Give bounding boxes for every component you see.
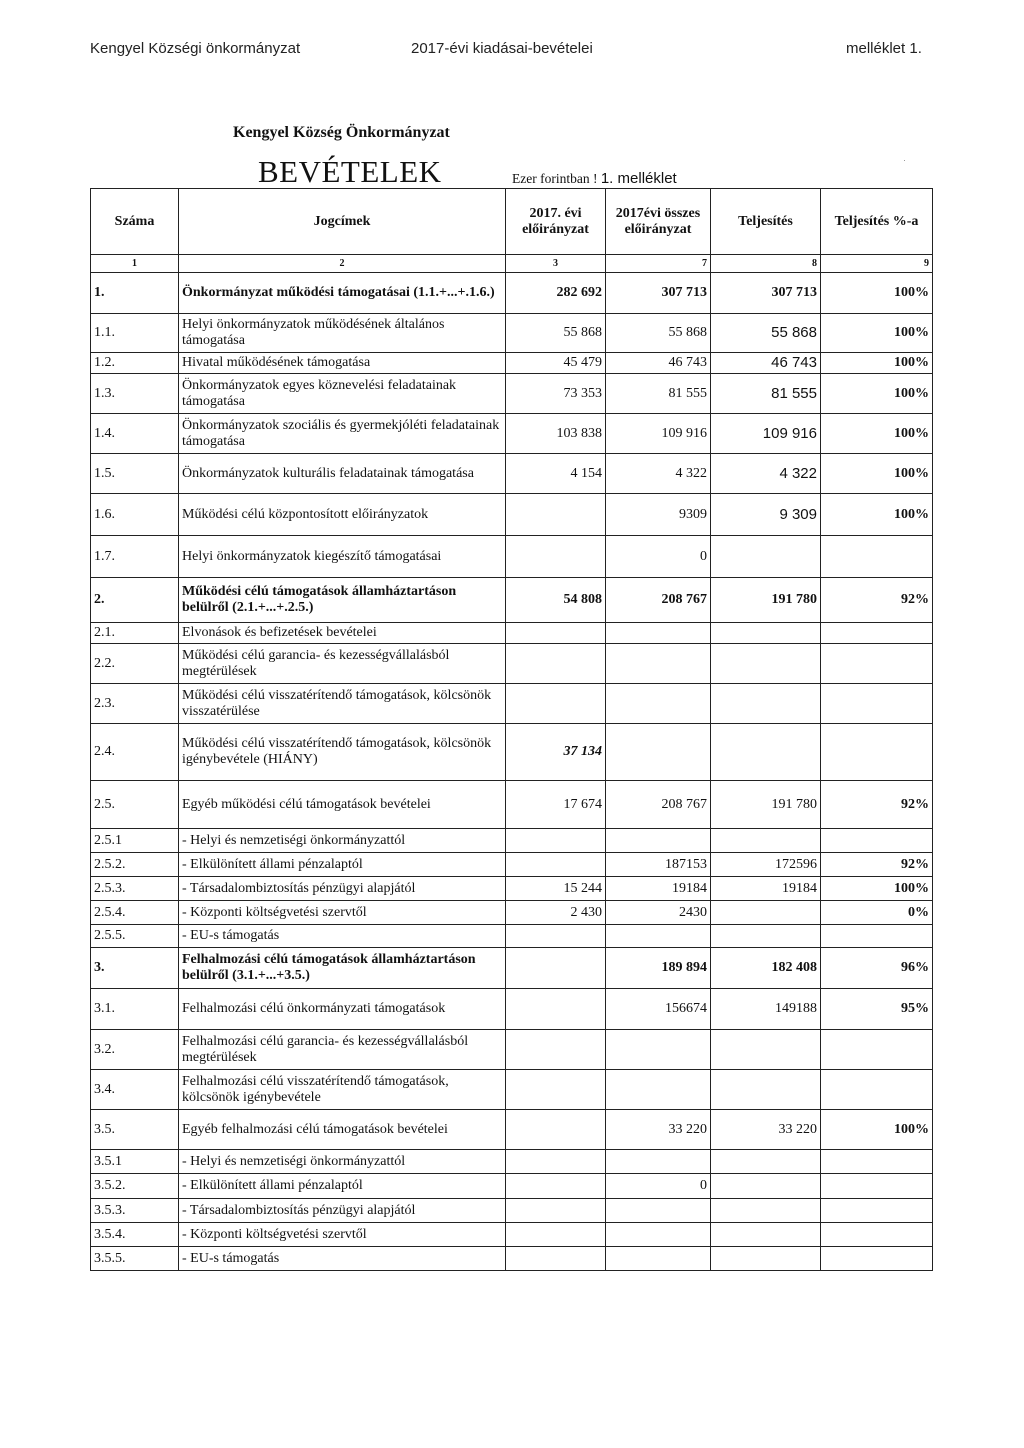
- row-actual: 81 555: [711, 374, 821, 414]
- row-actual-pct: [821, 1199, 933, 1223]
- row-number: 1.1.: [91, 314, 179, 353]
- row-plan: 4 154: [506, 454, 606, 494]
- row-actual: 149188: [711, 989, 821, 1030]
- row-title: Egyéb működési célú támogatások bevételei: [179, 781, 506, 829]
- row-title: - Elkülönített állami pénzalaptól: [179, 1174, 506, 1199]
- row-total-plan: [606, 724, 711, 781]
- row-plan: [506, 644, 606, 684]
- table-row: [91, 1110, 933, 1150]
- row-title: Önkormányzatok egyes köznevelési feladatainak támogatása: [179, 374, 506, 414]
- row-number: 3.: [91, 948, 179, 989]
- row-total-plan: [606, 684, 711, 724]
- table-row: [91, 314, 933, 353]
- header-row: [91, 189, 933, 255]
- row-plan: [506, 948, 606, 989]
- table-row: [91, 925, 933, 948]
- row-title: Helyi önkormányzatok működésének általános támogatása: [179, 314, 506, 353]
- table-row: [91, 901, 933, 925]
- row-plan: 45 479: [506, 353, 606, 374]
- row-total-plan: [606, 1247, 711, 1271]
- row-total-plan: 81 555: [606, 374, 711, 414]
- row-plan: [506, 623, 606, 644]
- row-actual: [711, 1030, 821, 1070]
- table-row: [91, 781, 933, 829]
- row-title: Hivatal működésének támogatása: [179, 353, 506, 374]
- row-number: 1.7.: [91, 536, 179, 578]
- col-header-title: Jogcímek: [179, 189, 506, 255]
- table-row: [91, 948, 933, 989]
- row-plan: [506, 1174, 606, 1199]
- row-number: 3.1.: [91, 989, 179, 1030]
- row-actual-pct: 92%: [821, 578, 933, 623]
- row-plan: [506, 853, 606, 877]
- row-plan: 282 692: [506, 273, 606, 314]
- row-title: - Helyi és nemzetiségi önkormányzattól: [179, 829, 506, 853]
- row-actual-pct: [821, 1030, 933, 1070]
- row-actual-pct: [821, 829, 933, 853]
- row-actual-pct: 100%: [821, 314, 933, 353]
- table-row: [91, 273, 933, 314]
- table-row: [91, 1174, 933, 1199]
- row-title: - Központi költségvetési szervtől: [179, 1223, 506, 1247]
- row-title: - Elkülönített állami pénzalaptól: [179, 853, 506, 877]
- column-number-row: [91, 255, 933, 273]
- row-total-plan: 19184: [606, 877, 711, 901]
- row-actual: [711, 644, 821, 684]
- table-row: [91, 1223, 933, 1247]
- row-number: 1.2.: [91, 353, 179, 374]
- table-row: [91, 374, 933, 414]
- row-total-plan: 208 767: [606, 578, 711, 623]
- row-number: 1.5.: [91, 454, 179, 494]
- table-row: [91, 1150, 933, 1174]
- row-plan: [506, 1070, 606, 1110]
- row-actual: [711, 1174, 821, 1199]
- col-number: 3: [506, 255, 606, 273]
- row-title: - Központi költségvetési szervtől: [179, 901, 506, 925]
- scan-speck: [904, 160, 905, 161]
- row-actual-pct: [821, 623, 933, 644]
- unit-label: Ezer forintban !: [512, 171, 598, 186]
- row-number: 2.5.2.: [91, 853, 179, 877]
- row-actual: [711, 536, 821, 578]
- row-number: 2.5.1: [91, 829, 179, 853]
- row-actual: 46 743: [711, 353, 821, 374]
- col-header-total-plan: 2017évi összes előirányzat: [606, 189, 711, 255]
- row-total-plan: 55 868: [606, 314, 711, 353]
- row-number: 3.5.1: [91, 1150, 179, 1174]
- row-plan: [506, 1223, 606, 1247]
- table-row: [91, 989, 933, 1030]
- row-actual-pct: 96%: [821, 948, 933, 989]
- row-actual-pct: 100%: [821, 273, 933, 314]
- row-actual-pct: 100%: [821, 454, 933, 494]
- row-number: 2.2.: [91, 644, 179, 684]
- row-actual-pct: [821, 1223, 933, 1247]
- row-total-plan: [606, 623, 711, 644]
- row-actual-pct: 92%: [821, 853, 933, 877]
- row-title: Önkormányzat működési támogatásai (1.1.+...+.1.6.): [179, 273, 506, 314]
- row-actual: [711, 724, 821, 781]
- row-total-plan: 187153: [606, 853, 711, 877]
- row-actual: [711, 1199, 821, 1223]
- table-row: [91, 644, 933, 684]
- row-title: Működési célú garancia- és kezességvállalásból megtérülések: [179, 644, 506, 684]
- row-actual: [711, 1247, 821, 1271]
- row-actual-pct: 100%: [821, 1110, 933, 1150]
- col-number: 9: [821, 255, 933, 273]
- row-number: 3.5.: [91, 1110, 179, 1150]
- row-total-plan: [606, 1223, 711, 1247]
- table-row: [91, 1199, 933, 1223]
- table-row: [91, 494, 933, 536]
- col-number: 2: [179, 255, 506, 273]
- table-row: [91, 1030, 933, 1070]
- row-actual-pct: 100%: [821, 494, 933, 536]
- row-total-plan: 4 322: [606, 454, 711, 494]
- row-plan: [506, 494, 606, 536]
- table-row: [91, 536, 933, 578]
- table-row: [91, 684, 933, 724]
- table-row: [91, 353, 933, 374]
- col-number: 1: [91, 255, 179, 273]
- row-total-plan: 0: [606, 1174, 711, 1199]
- row-total-plan: [606, 1030, 711, 1070]
- row-number: 3.2.: [91, 1030, 179, 1070]
- table-row: [91, 623, 933, 644]
- page-title: BEVÉTELEK: [258, 154, 442, 189]
- row-plan: [506, 1199, 606, 1223]
- row-actual-pct: 100%: [821, 877, 933, 901]
- row-actual-pct: [821, 925, 933, 948]
- row-title: Működési célú visszatérítendő támogatások, kölcsönök igénybevétele (HIÁNY): [179, 724, 506, 781]
- table-row: [91, 414, 933, 454]
- row-actual: 182 408: [711, 948, 821, 989]
- row-actual: [711, 925, 821, 948]
- row-plan: [506, 829, 606, 853]
- row-actual-pct: 95%: [821, 989, 933, 1030]
- row-actual: 9 309: [711, 494, 821, 536]
- row-title: - Helyi és nemzetiségi önkormányzattól: [179, 1150, 506, 1174]
- row-total-plan: 0: [606, 536, 711, 578]
- table-row: [91, 1070, 933, 1110]
- col-header-number: Száma: [91, 189, 179, 255]
- row-number: 2.5.4.: [91, 901, 179, 925]
- row-actual: [711, 829, 821, 853]
- table-row: [91, 1247, 933, 1271]
- row-actual: 4 322: [711, 454, 821, 494]
- row-number: 1.6.: [91, 494, 179, 536]
- row-title: Felhalmozási célú garancia- és kezességvállalásból megtérülések: [179, 1030, 506, 1070]
- table-row: [91, 454, 933, 494]
- row-total-plan: [606, 925, 711, 948]
- row-actual: [711, 1070, 821, 1110]
- row-number: 2.5.3.: [91, 877, 179, 901]
- row-plan: 103 838: [506, 414, 606, 454]
- row-total-plan: [606, 1070, 711, 1110]
- row-actual-pct: 100%: [821, 374, 933, 414]
- row-title: Működési célú visszatérítendő támogatások, kölcsönök visszatérülése: [179, 684, 506, 724]
- table-row: [91, 877, 933, 901]
- row-title: Működési célú központosított előirányzatok: [179, 494, 506, 536]
- row-title: Önkormányzatok kulturális feladatainak támogatása: [179, 454, 506, 494]
- row-number: 3.5.2.: [91, 1174, 179, 1199]
- row-actual: 55 868: [711, 314, 821, 353]
- row-actual: [711, 1150, 821, 1174]
- row-number: 3.5.4.: [91, 1223, 179, 1247]
- row-total-plan: 307 713: [606, 273, 711, 314]
- row-number: 2.5.: [91, 781, 179, 829]
- row-actual: 109 916: [711, 414, 821, 454]
- row-total-plan: 156674: [606, 989, 711, 1030]
- row-plan: 2 430: [506, 901, 606, 925]
- row-plan: 73 353: [506, 374, 606, 414]
- running-header-center: 2017-évi kiadásai-bevételei: [411, 40, 593, 57]
- revenue-table: [90, 188, 933, 1271]
- row-total-plan: 109 916: [606, 414, 711, 454]
- table-row: [91, 829, 933, 853]
- row-number: 1.3.: [91, 374, 179, 414]
- annex-label: 1. melléklet: [600, 170, 677, 187]
- row-actual-pct: 100%: [821, 353, 933, 374]
- row-actual: 191 780: [711, 781, 821, 829]
- row-number: 3.4.: [91, 1070, 179, 1110]
- row-plan: [506, 1110, 606, 1150]
- row-actual: [711, 901, 821, 925]
- row-title: Felhalmozási célú visszatérítendő támogatások, kölcsönök igénybevétele: [179, 1070, 506, 1110]
- row-number: 2.3.: [91, 684, 179, 724]
- row-number: 2.: [91, 578, 179, 623]
- row-plan: 55 868: [506, 314, 606, 353]
- row-title: Helyi önkormányzatok kiegészítő támogatásai: [179, 536, 506, 578]
- row-total-plan: 189 894: [606, 948, 711, 989]
- row-total-plan: 208 767: [606, 781, 711, 829]
- table-row: [91, 578, 933, 623]
- row-plan: 15 244: [506, 877, 606, 901]
- row-actual-pct: [821, 724, 933, 781]
- row-total-plan: 33 220: [606, 1110, 711, 1150]
- row-actual-pct: [821, 536, 933, 578]
- row-title: Felhalmozási célú önkormányzati támogatások: [179, 989, 506, 1030]
- row-title: - EU-s támogatás: [179, 925, 506, 948]
- unit-note: [512, 170, 677, 187]
- row-title: - EU-s támogatás: [179, 1247, 506, 1271]
- row-plan: [506, 989, 606, 1030]
- row-actual: 19184: [711, 877, 821, 901]
- row-actual: 33 220: [711, 1110, 821, 1150]
- row-actual: 307 713: [711, 273, 821, 314]
- row-actual-pct: 92%: [821, 781, 933, 829]
- row-actual-pct: [821, 1247, 933, 1271]
- row-actual-pct: [821, 1150, 933, 1174]
- running-header-left: Kengyel Községi önkormányzat: [90, 40, 301, 57]
- row-title: - Társadalombiztosítás pénzügyi alapjától: [179, 1199, 506, 1223]
- row-actual-pct: [821, 1174, 933, 1199]
- row-plan: [506, 1030, 606, 1070]
- row-title: - Társadalombiztosítás pénzügyi alapjától: [179, 877, 506, 901]
- col-header-actual-pct: Teljesítés %-a: [821, 189, 933, 255]
- row-plan: 37 134: [506, 724, 606, 781]
- row-total-plan: 9309: [606, 494, 711, 536]
- row-number: 1.4.: [91, 414, 179, 454]
- row-total-plan: [606, 644, 711, 684]
- row-actual-pct: [821, 644, 933, 684]
- row-actual-pct: 0%: [821, 901, 933, 925]
- row-actual: [711, 684, 821, 724]
- table-row: [91, 853, 933, 877]
- table-row: [91, 724, 933, 781]
- row-plan: [506, 1150, 606, 1174]
- col-header-actual: Teljesítés: [711, 189, 821, 255]
- col-number: 7: [606, 255, 711, 273]
- row-number: 2.1.: [91, 623, 179, 644]
- row-title: Felhalmozási célú támogatások államháztartáson belülről (3.1.+...+3.5.): [179, 948, 506, 989]
- row-actual-pct: [821, 1070, 933, 1110]
- col-number: 8: [711, 255, 821, 273]
- row-actual: 191 780: [711, 578, 821, 623]
- row-actual-pct: 100%: [821, 414, 933, 454]
- organization-name: Kengyel Község Önkormányzat: [233, 124, 450, 141]
- row-title: Működési célú támogatások államháztartáson belülről (2.1.+...+.2.5.): [179, 578, 506, 623]
- row-plan: [506, 1247, 606, 1271]
- row-total-plan: [606, 829, 711, 853]
- row-plan: 17 674: [506, 781, 606, 829]
- row-actual: [711, 1223, 821, 1247]
- row-title: Önkormányzatok szociális és gyermekjóléti feladatainak támogatása: [179, 414, 506, 454]
- row-number: 2.5.5.: [91, 925, 179, 948]
- row-plan: [506, 925, 606, 948]
- row-plan: 54 808: [506, 578, 606, 623]
- row-number: 3.5.3.: [91, 1199, 179, 1223]
- row-total-plan: 2430: [606, 901, 711, 925]
- row-plan: [506, 684, 606, 724]
- row-title: Elvonások és befizetések bevételei: [179, 623, 506, 644]
- col-header-plan: 2017. évi előirányzat: [506, 189, 606, 255]
- row-total-plan: [606, 1150, 711, 1174]
- row-number: 1.: [91, 273, 179, 314]
- row-title: Egyéb felhalmozási célú támogatások bevételei: [179, 1110, 506, 1150]
- row-number: 2.4.: [91, 724, 179, 781]
- row-plan: [506, 536, 606, 578]
- row-total-plan: 46 743: [606, 353, 711, 374]
- row-actual: [711, 623, 821, 644]
- row-total-plan: [606, 1199, 711, 1223]
- row-actual-pct: [821, 684, 933, 724]
- running-header-right: melléklet 1.: [846, 40, 922, 57]
- row-number: 3.5.5.: [91, 1247, 179, 1271]
- row-actual: 172596: [711, 853, 821, 877]
